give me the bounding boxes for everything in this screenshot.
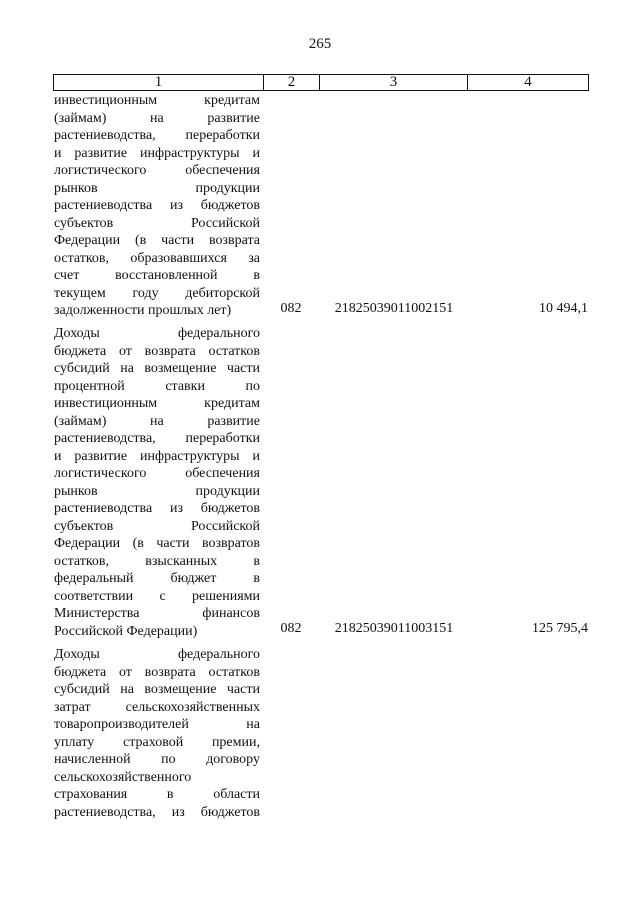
description-line: (займам) на развитие [54,413,260,429]
table-header-row [53,74,589,91]
row-2-description [54,325,260,640]
description-line: растениеводства, переработки [54,431,260,446]
description-line: (займам) на развитие [54,110,260,126]
description-line: Доходы федерального [54,326,260,341]
description-line: логистического обеспечения [54,163,260,178]
description-line: остатков, образовавшихся за [54,250,260,266]
row-1-kbk: 21825039011002151 [334,301,454,316]
description-line: растениеводства из бюджетов [54,198,260,213]
description-line: субсидий на возмещение части [54,682,260,697]
description-line: Федерации (в части возвратов [54,536,260,551]
header-col-4: 4 [524,74,532,90]
description-line: субсидий на возмещение части [54,361,260,376]
description-line: субъектов Российской [54,518,260,534]
row-2-admin-code: 082 [280,621,302,636]
description-line: растениеводства, переработки [54,128,260,143]
description-line: растениеводства, из бюджетов [54,804,260,820]
page-number: 265 [308,36,332,52]
header-col-3: 3 [320,75,468,90]
row-3-description [54,646,260,821]
description-line: остатков, взысканных в [54,553,260,569]
description-line: и развитие инфраструктуры и [54,448,260,464]
header-col-2: 2 [264,75,320,90]
description-line: Российской Федерации) [54,623,198,639]
description-line: уплату страховой премии, [54,734,260,750]
description-line: Федерации (в части возврата [54,233,260,248]
description-line: рынков продукции [54,483,260,499]
description-line: товаропроизводителей на [54,717,260,732]
row-2-amount: 125 795,4 [532,621,588,636]
row-1-amount: 10 494,1 [539,301,588,316]
description-line: и развитие инфраструктуры и [54,145,260,161]
description-line: субъектов Российской [54,215,260,231]
description-line: федеральный бюджет в [54,571,260,586]
description-line: бюджета от возврата остатков [54,343,260,359]
description-line: растениеводства из бюджетов [54,501,260,516]
description-line: логистического обеспечения [54,466,260,481]
description-line: страхования в области [54,787,260,802]
description-line: сельскохозяйственного [54,769,192,785]
description-line: соответствии с решениями [54,588,260,604]
description-line: бюджета от возврата остатков [54,664,260,680]
row-1-description [54,92,260,320]
header-col-1: 1 [54,75,264,90]
description-line: задолженности прошлых лет) [54,303,232,318]
description-line: затрат сельскохозяйственных [54,699,260,715]
row-1-admin-code: 082 [280,301,302,316]
description-line: начисленной по договору [54,752,260,767]
description-line: счет восстановленной в [54,268,260,283]
description-line: процентной ставки по [54,378,260,394]
description-line: текущем году дебиторской [54,285,260,301]
description-line: инвестиционным кредитам [54,396,260,411]
description-line: рынков продукции [54,180,260,196]
description-line: Министерства финансов [54,606,260,621]
description-line: инвестиционным кредитам [54,93,260,108]
description-line: Доходы федерального [54,647,260,662]
row-2-kbk: 21825039011003151 [334,621,454,636]
